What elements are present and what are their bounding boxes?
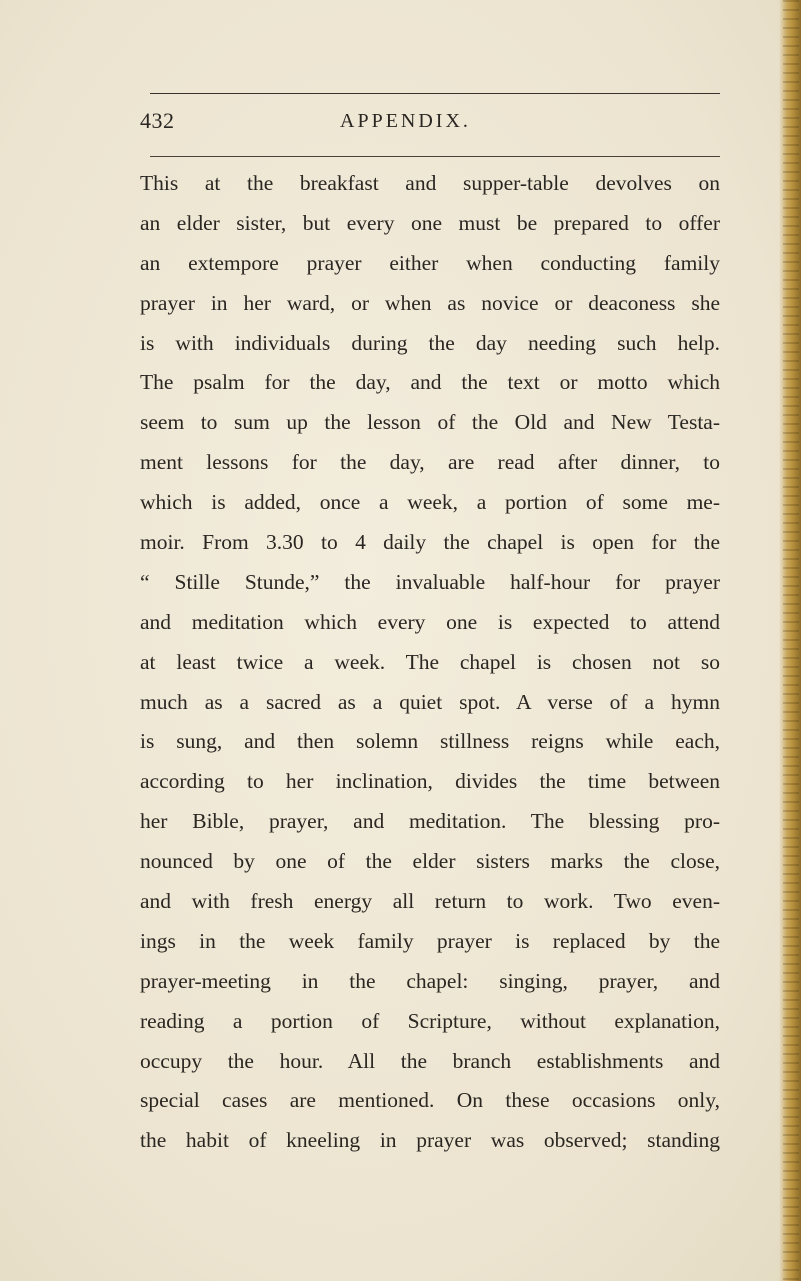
text-line: the habit of kneeling in prayer was observed; standing xyxy=(140,1128,720,1153)
text-line: occupy the hour. All the branch establishments and xyxy=(140,1048,720,1073)
text-line: and meditation which every one is expected to attend xyxy=(140,609,720,634)
text-line: which is added, once a week, a portion of some me- xyxy=(140,490,720,515)
running-header xyxy=(140,108,720,142)
running-head-title: APPENDIX. xyxy=(340,110,471,132)
text-line: This at the breakfast and supper-table devolves on xyxy=(140,171,720,195)
text-line: her Bible, prayer, and meditation. The blessing pro- xyxy=(140,809,720,834)
text-line: much as a sacred as a quiet spot. A verse of a hymn xyxy=(140,689,720,714)
text-line: an elder sister, but every one must be prepared to offer xyxy=(140,210,720,235)
text-line: seem to sum up the lesson of the Old and New Testa- xyxy=(140,410,720,435)
top-rule xyxy=(150,93,720,94)
page-number: 432 xyxy=(140,108,175,133)
text-line: is with individuals during the day needing such help. xyxy=(140,330,720,355)
text-line: ings in the week family prayer is replaced by the xyxy=(140,928,720,953)
header-rule xyxy=(150,156,720,157)
text-line: The psalm for the day, and the text or motto which xyxy=(140,370,720,395)
text-line: moir. From 3.30 to 4 daily the chapel is open for the xyxy=(140,530,720,555)
text-line: at least twice a week. The chapel is chosen not so xyxy=(140,649,720,674)
text-line: special cases are mentioned. On these occasions only, xyxy=(140,1088,720,1113)
text-line: “ Stille Stunde,” the invaluable half-hour for prayer xyxy=(140,569,720,594)
text-line: prayer-meeting in the chapel: singing, prayer, and xyxy=(140,968,720,993)
body-text xyxy=(140,164,720,1161)
text-line: according to her inclination, divides the time between xyxy=(140,769,720,794)
text-line: reading a portion of Scripture, without explanation, xyxy=(140,1008,720,1033)
text-line: prayer in her ward, or when as novice or deaconess she xyxy=(140,290,720,315)
text-line: nounced by one of the elder sisters marks the close, xyxy=(140,849,720,874)
text-line: and with fresh energy all return to work. Two even- xyxy=(140,889,720,914)
text-line: is sung, and then solemn stillness reigns while each, xyxy=(140,729,720,754)
text-line: an extempore prayer either when conducting family xyxy=(140,250,720,275)
text-line: ment lessons for the day, are read after dinner, to xyxy=(140,450,720,475)
page-edge-texture xyxy=(783,0,799,1281)
